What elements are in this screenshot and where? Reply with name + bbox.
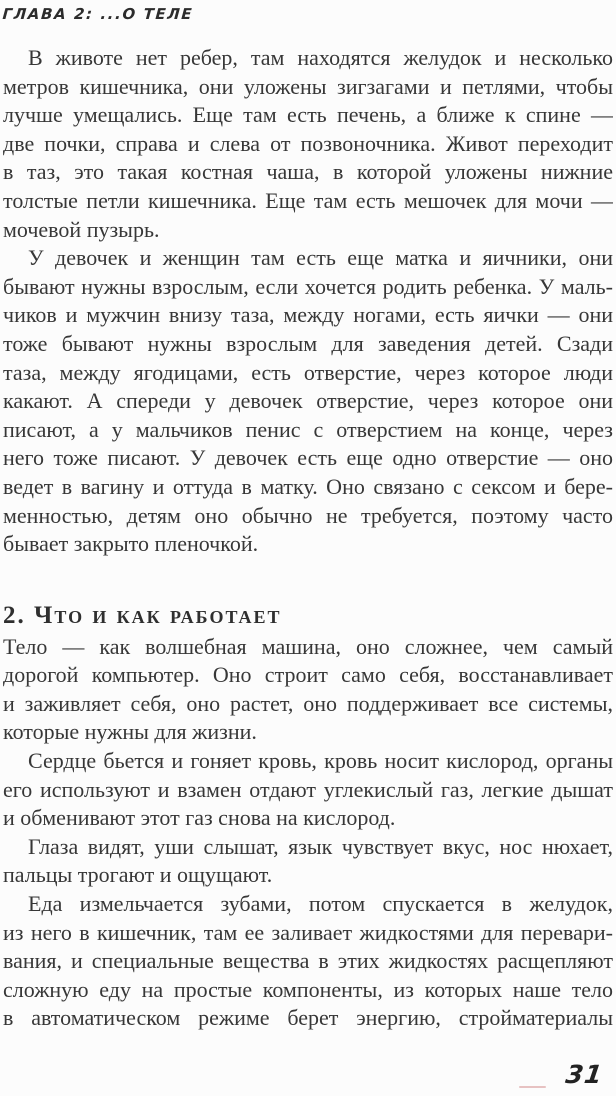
page-number: 31: [564, 1060, 606, 1089]
paragraph: [3, 890, 613, 1033]
text-line: которые нужны для жизни.: [3, 719, 257, 745]
text-line: писают, а у мальчиков пенис с отверстием на конце, через: [3, 416, 613, 442]
text-line: две почки, справа и слева от позвоночника. Живот переходит: [3, 130, 613, 156]
text-line: менностью, детям оно обычно не требуется, поэтому часто: [3, 502, 613, 528]
paragraph: [3, 44, 613, 244]
text-line: вания, и специальные вещества в этих жидкостях расщепляют: [3, 948, 613, 974]
text-line: дорогой компьютер. Оно строит само себя, восстанавливает: [3, 662, 613, 688]
text-line: У девочек и женщин там есть еще матка и яичники, они: [28, 245, 613, 271]
text-line: мочевой пузырь.: [3, 216, 160, 242]
text-line: и заживляет себя, оно растет, оно поддерживает все системы,: [3, 690, 613, 716]
text-line: Еда измельчается зубами, потом спускается в желудок,: [28, 891, 613, 917]
text-line: таза, между ягодицами, есть отверстие, через которое люди: [3, 359, 613, 385]
text-line: чиков и мужчин внизу таза, между ногами, есть яички — они: [3, 302, 613, 328]
chapter-running-header: ГЛАВА 2: ...О ТЕЛЕ: [2, 5, 194, 23]
text-line: в автоматическом режиме берет энергию, стройматериалы: [3, 1005, 613, 1031]
text-line: Глаза видят, уши слышат, язык чувствует вкус, нос нюхает,: [28, 833, 613, 859]
text-line: бывает закрыто пленочкой.: [3, 531, 259, 557]
text-line: В животе нет ребер, там находятся желудок и несколько: [28, 45, 613, 70]
page-text: [3, 44, 613, 1033]
paragraph: [3, 833, 613, 890]
text-line: из него в кишечник, там ее заливает жидкостями для перевари-: [3, 919, 613, 945]
paragraph: [3, 633, 613, 747]
text-line: ведет в вагину и оттуда в матку. Оно связано с сексом и бере-: [3, 473, 613, 499]
paragraph: [3, 244, 613, 559]
section-heading: 2. Что и как работает: [3, 601, 282, 629]
text-line: бывают нужны взрослым, если хочется родить ребенка. У маль-: [3, 273, 613, 299]
text-line: какают. А спереди у девочек отверстие, через которое они: [3, 388, 613, 414]
text-line: сложную еду на простые компоненты, из которых наше тело: [3, 976, 613, 1002]
text-line: его используют и взамен отдают углекислый газ, легкие дышат: [3, 776, 613, 802]
text-line: тоже бывают нужны взрослым для заведения детей. Сзади: [3, 330, 613, 356]
text-line: Сердце бьется и гоняет кровь, кровь носит кислород, органы: [28, 748, 613, 774]
text-line: в таз, это такая костная чаша, в которой уложены нижние: [3, 159, 613, 185]
text-line: пальцы трогают и ощущают.: [3, 862, 273, 888]
footer-divider-line: [519, 1086, 546, 1088]
text-line: него тоже писают. У девочек есть еще одно отверстие — оно: [3, 445, 613, 471]
text-line: лучше умещались. Еще там есть печень, а ближе к спине —: [3, 102, 613, 128]
text-line: метров кишечника, они уложены зигзагами и петлями, чтобы: [3, 73, 613, 99]
paragraph: [3, 747, 613, 833]
text-line: толстые петли кишечника. Еще там есть мешочек для мочи —: [3, 187, 613, 213]
text-line: Тело — как волшебная машина, оно сложнее, чем самый: [3, 633, 613, 659]
text-line: и обменивают этот газ снова на кислород.: [3, 805, 396, 831]
